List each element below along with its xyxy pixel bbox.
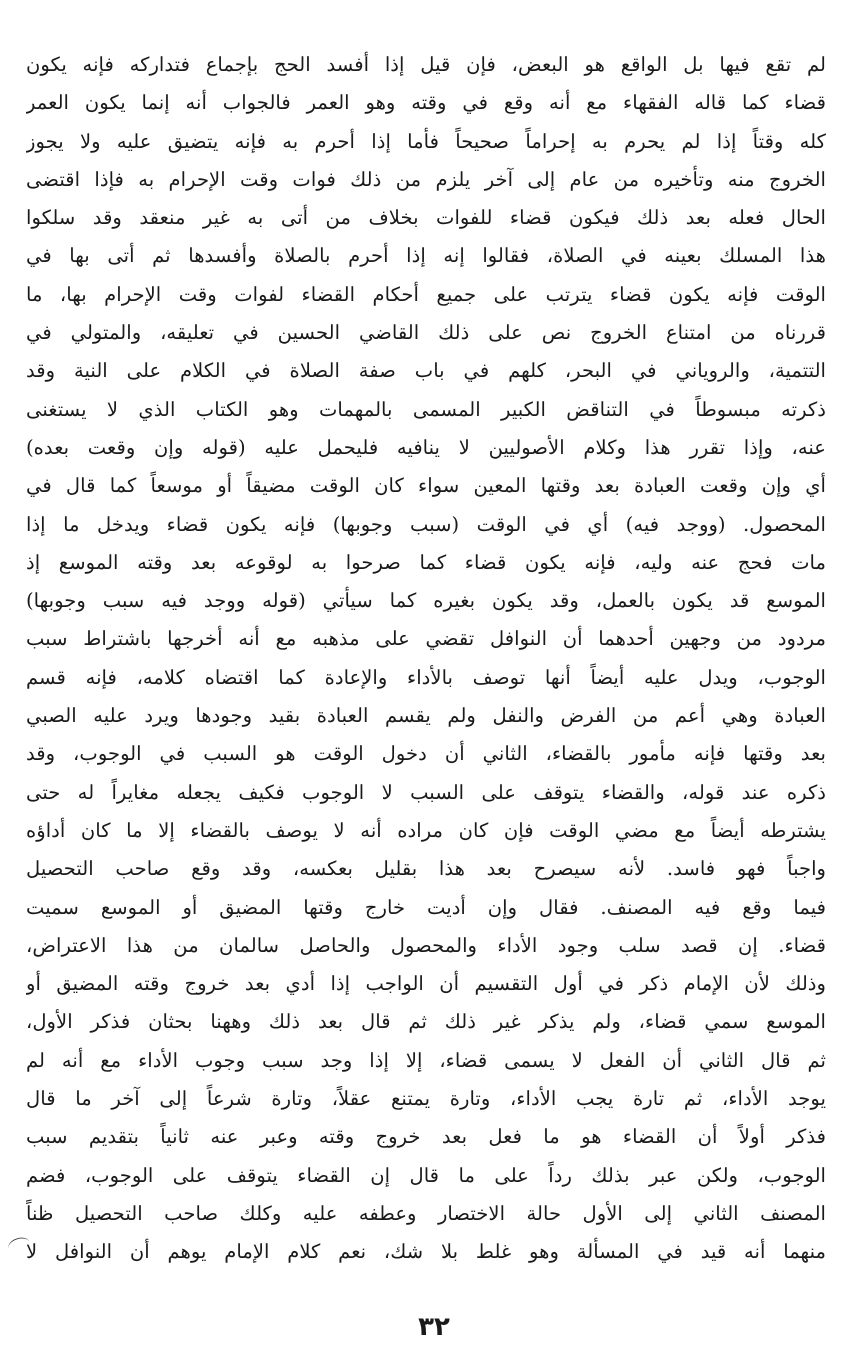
- text-line: فذكر أولاً أن القضاء هو ما فعل بعد خروج وقته وعبر عنه ثانياً بتقديم سبب: [26, 1125, 826, 1149]
- text-line: الموسع قد يكون بالعمل، وقد يكون بغيره كما سيأتي (قوله ووجد فيه سبب وجوبها): [26, 589, 826, 613]
- text-line: مردود من وجهين أحدهما أن النوافل تقضي على مذهبه مع أنه أخرجها باشتراط سبب: [26, 627, 826, 651]
- text-line: هذا المسلك بعينه في الصلاة، فقالوا إنه إذا أحرم بالصلاة وأفسدها ثم أتى بها في: [26, 244, 826, 268]
- text-line: الحال فعله بعد ذلك فيكون قضاء للفوات بخلاف من أتى به غير منعقد وقد سلكوا: [26, 206, 826, 230]
- text-line: وذلك لأن الإمام ذكر في أول التقسيم أن الواجب إذا أدي بعد خروج وقته المضيق أو: [26, 972, 826, 996]
- body-text: [26, 46, 826, 1272]
- text-line: الوقت فإنه يكون قضاء يترتب على جميع أحكام القضاء لفوات وقت الإحرام بها، ما: [26, 282, 826, 306]
- text-line: الخروج منه وتأخيره من عام إلى آخر يلزم من ذلك فوات وقت الإحرام به فإذا اقتضى: [26, 167, 826, 191]
- text-line: ذكره عند قوله، والقضاء يتوقف على السبب لا الوجوب فكيف يجعله مغايراً له حتى: [26, 780, 826, 804]
- text-line: الوجوب، ولكن عبر بذلك رداً على ما قال إن القضاء يتوقف على الوجوب، فضم: [26, 1163, 826, 1187]
- text-line: ذكرته مبسوطاً في التناقض الكبير المسمى بالمهمات وهو الكتاب الذي لا يستغنى: [26, 397, 826, 421]
- text-line: منهما أنه قيد في المسألة وهو غلط بلا شك، نعم كلام الإمام يوهم أن النوافل لا: [26, 1240, 826, 1264]
- text-line: لم تقع فيها بل الواقع هو البعض، فإن قيل إذا أفسد الحج بإجماع فتداركه فإنه يكون: [26, 53, 826, 76]
- text-line: قضاء. إن قصد سلب وجود الأداء والمحصول والحاصل سالمان من هذا الاعتراض،: [26, 933, 826, 957]
- text-line: التتمية، والروياني في البحر، كلهم في باب صفة الصلاة في الكلام على النية وقد: [26, 359, 826, 383]
- text-line: واجباً فهو فاسد. لأنه سيصرح بعد هذا بقليل بعكسه، وقد وقع صاحب التحصيل: [26, 857, 826, 881]
- text-line: فيما وقع فيه المصنف. فقال وإن أديت خارج وقتها المضيق أو الموسع سميت: [26, 895, 826, 919]
- text-line: بعد وقتها فإنه مأمور بالقضاء، الثاني أن دخول الوقت هو السبب في الوجوب، وقد: [26, 742, 826, 766]
- text-line: أي وإن وقعت العبادة بعد وقتها المعين سواء كان الوقت مضيقاً أو موسعاً كما قال في: [26, 474, 826, 498]
- text-line: يوجد الأداء، ثم تارة يجب الأداء، وتارة يمتنع عقلاً، وتارة شرعاً إلى آخر ما قال: [26, 1087, 826, 1111]
- page-number: ٣٢: [418, 1312, 450, 1342]
- text-line: قررناه من امتناع الخروج نص على ذلك القاضي الحسين في تعليقه، والمتولي في: [26, 321, 826, 345]
- text-line: يشترطه أيضاً مع مضي الوقت فإن كان مراده أنه لا يوصف بالقضاء إلا ما كان أداؤه: [26, 818, 826, 842]
- text-line: الوجوب، ويدل عليه أيضاً أنها توصف بالأداء والإعادة كما اقتضاه كلامه، فإنه قسم: [26, 665, 826, 689]
- text-line: عنه، وإذا تقرر هذا وكلام الأصوليين لا ينافيه فليحمل عليه (قوله وإن وقعت بعده): [26, 435, 826, 459]
- text-line: ثم قال الثاني أن الفعل لا يسمى قضاء، إلا إذا وجد سبب وجوب الأداء مع أنه لم: [26, 1048, 826, 1072]
- text-line: كله وقتاً إذا لم يحرم به إحراماً صحيحاً فأما إذا أحرم به فإنه يتضيق عليه ولا يجوز: [26, 129, 826, 153]
- text-line: المصنف الثاني إلى الأول حالة الاختصار وعطفه عليه وكلك صاحب التحصيل ظناً: [26, 1201, 826, 1225]
- text-line: قضاء كما قاله الفقهاء مع أنه وقع في وقته وهو العمر فالجواب أنه إنما يكون العمر: [26, 91, 826, 115]
- text-line: مات فحج عنه وليه، فإنه يكون قضاء كما صرحوا به لوقوعه بعد وقته الموسع إذ: [26, 550, 826, 574]
- text-line: المحصول. (ووجد فيه) أي في الوقت (سبب وجوبها) فإنه يكون قضاء ويدخل ما إذا: [26, 512, 826, 536]
- text-line: العبادة وهي أعم من الفرض والنفل ولم يقسم العبادة بقيد وجودها ويرد عليه الصبي: [26, 704, 826, 728]
- text-line: الموسع سمي قضاء، ولم يذكر غير ذلك ثم قال بعد ذلك وههنا بحثان فذكر الأول،: [26, 1010, 826, 1034]
